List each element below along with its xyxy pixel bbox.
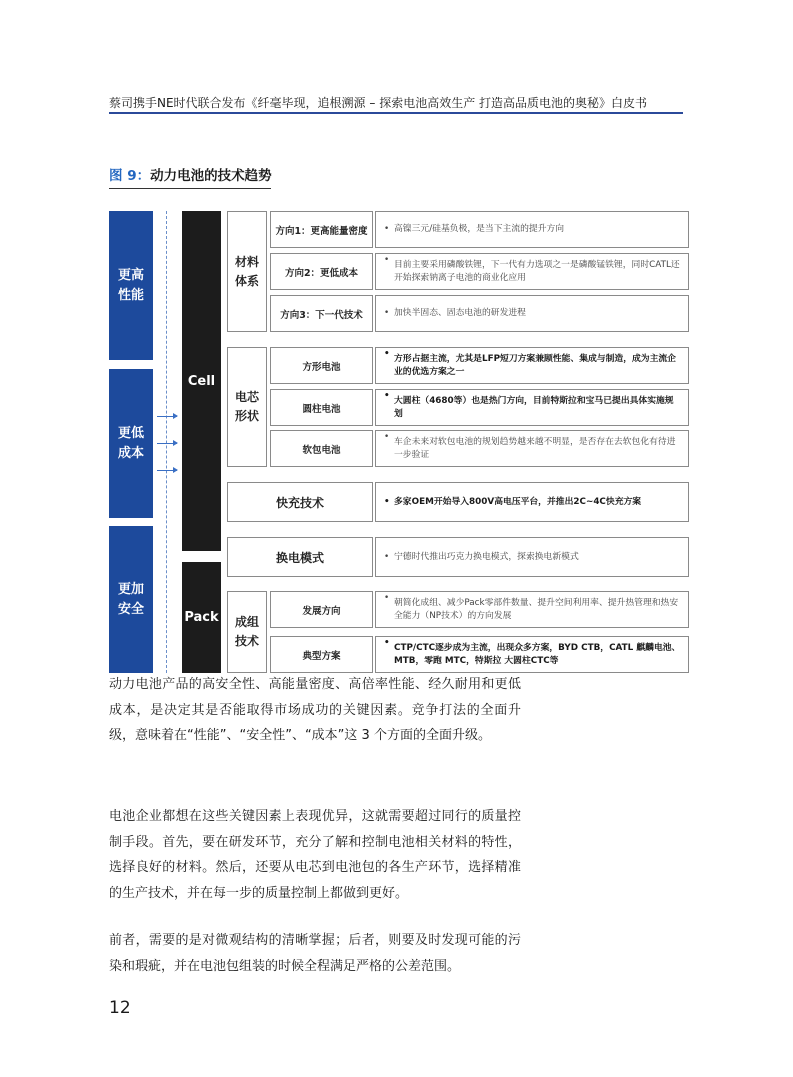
desc-text: 高镍三元/硅基负极，是当下主流的提升方向 [394,224,565,235]
group-text: 技术 [234,634,259,648]
desc-direction-1 [375,211,689,248]
desc-typical-solution [375,636,689,673]
dotted-connector [166,211,167,673]
desc-battery-swap [375,537,689,577]
goal-text: 安全 [117,601,144,617]
desc-text: 车企未来对软包电池的规划趋势越来越不明显，是否存在去软包化有待进一步验证 [394,437,676,460]
figure-title-underline [109,188,271,189]
desc-text: 多家OEM开始导入800V高电压平台，并推出2C~4C快充方案 [394,496,642,507]
desc-direction-2 [375,253,689,290]
desc-text: 目前主要采用磷酸铁锂，下一代有力选项之一是磷酸锰铁锂，同时CATL还开始探索钠离子电池的商业化应用 [394,260,680,283]
figure-caption: 动力电池的技术趋势 [150,168,272,184]
header-rule [109,112,683,114]
arrow-icon [157,443,177,444]
desc-text: 方形占据主流，尤其是LFP短刀方案兼顾性能、集成与制造，成为主流企业的优选方案之一 [394,354,676,377]
desc-text: CTP/CTC逐步成为主流，出现众多方案，BYD CTB，CATL 麒麟电池、MTB，零跑 MTC，特斯拉 大圆柱CTC等 [394,643,681,666]
goal-lower-cost [109,369,153,518]
group-text: 电芯 [234,390,259,404]
goal-safer [109,526,153,673]
goal-text: 性能 [117,287,144,303]
goal-text: 更高 [117,267,144,283]
goal-higher-performance [109,211,153,360]
desc-text: 朝简化成组、减少Pack零部件数量、提升空间利用率、提升热管理和热安全能力（NP技术）的方向发展 [394,598,679,621]
label-fast-charging: 快充技术 [227,482,373,522]
desc-prismatic-cell [375,347,689,384]
goal-text: 更低 [117,425,144,441]
level-cell: Cell [182,211,221,551]
arrow-icon [157,416,177,417]
page-number: 12 [109,998,131,1018]
desc-text: 加快半固态、固态电池的研发进程 [394,308,526,319]
desc-direction-3 [375,295,689,332]
label-direction-3: 方向3：下一代技术 [270,295,373,332]
body-paragraph-2: 电池企业都想在这些关键因素上表现优异，这就需要超过同行的质量控制手段。首先，要在研发环节，充分了解和控制电池相关材料的特性，选择良好的材料。然后，还要从电芯到电池包的各生产环节，选择精准的生产技术，并在每一步的质量控制上都做到更好。 [109,809,521,901]
label-cylindrical-cell: 圆柱电池 [270,389,373,426]
bullet-icon: • [384,224,390,235]
bullet-icon: • [384,496,390,507]
group-text: 成组 [234,615,259,629]
desc-development-direction [375,591,689,628]
group-text: 体系 [234,273,259,288]
label-direction-2: 方向2：更低成本 [270,253,373,290]
bullet-icon: • [384,432,390,442]
desc-cylindrical-cell [375,389,689,426]
bullet-icon: • [384,308,390,319]
label-pouch-cell: 软包电池 [270,430,373,467]
bullet-icon: • [384,255,390,265]
label-prismatic-cell: 方形电池 [270,347,373,384]
label-development-direction: 发展方向 [270,591,373,628]
group-text: 材料 [234,254,259,269]
desc-text: 宁德时代推出巧克力换电模式，探索换电新模式 [394,551,579,562]
desc-fast-charging [375,482,689,522]
label-typical-solution: 典型方案 [270,636,373,673]
bullet-icon: • [384,349,390,359]
body-paragraph-1: 动力电池产品的高安全性、高能量密度、高倍率性能、经久耐用和更低成本，是决定其是否能取得市场成功的关键因素。竞争打法的全面升级，意味着在“性能”、“安全性”、“成本”这 3 个方面的全面升级。 [109,677,521,743]
bullet-icon: • [384,391,390,401]
group-text: 形状 [234,409,259,423]
bullet-icon: • [384,551,390,562]
group-pack-technology [227,591,267,673]
bullet-icon: • [384,638,390,648]
group-material-system [227,211,267,332]
goal-text: 成本 [117,445,144,461]
label-direction-1: 方向1：更高能量密度 [270,211,373,248]
label-battery-swap: 换电模式 [227,537,373,577]
running-header: 蔡司携手NE时代联合发布《纤毫毕现，追根溯源 – 探索电池高效生产 打造高品质电池的奥秘》白皮书 [109,96,648,110]
group-cell-shape [227,347,267,467]
figure-number: 图 9： [109,168,151,184]
level-pack: Pack [182,562,221,673]
figure-title [109,164,272,184]
desc-pouch-cell [375,430,689,467]
body-paragraph-3: 前者，需要的是对微观结构的清晰掌握；后者，则要及时发现可能的污染和瑕疵，并在电池包组装的时候全程满足严格的公差范围。 [109,933,521,974]
bullet-icon: • [384,593,390,603]
arrow-icon [157,470,177,471]
goal-text: 更加 [117,581,144,597]
desc-text: 大圆柱（4680等）也是热门方向，目前特斯拉和宝马已提出具体实施规划 [394,396,674,419]
